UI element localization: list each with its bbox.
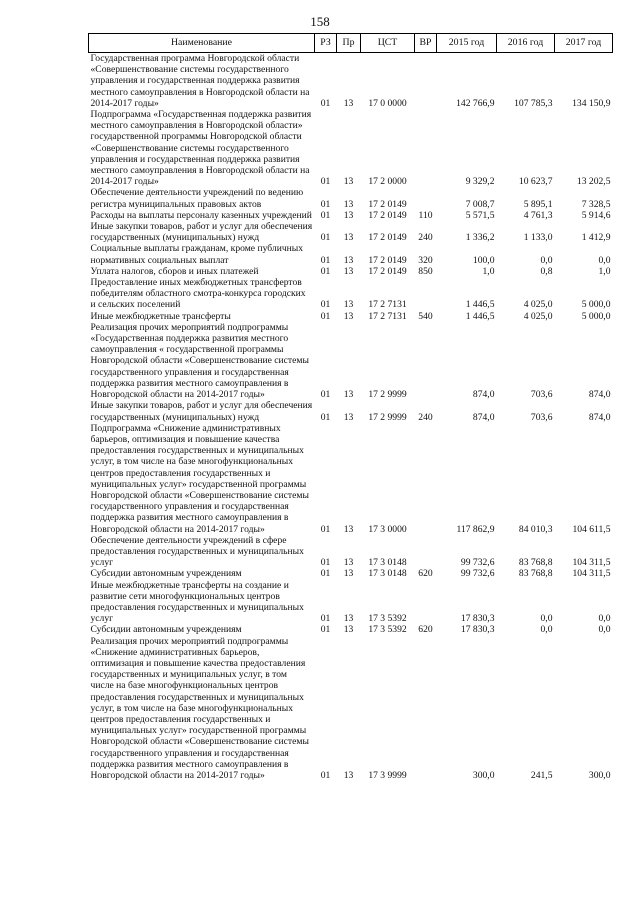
cell-y2015: 5 571,5 <box>465 209 495 221</box>
cell-y2015: 17 830,3 <box>460 613 495 625</box>
cell-rz: 01 <box>320 209 331 221</box>
cell-name: Подпрограмма «Государственная поддержка развития местного самоуправления в Новгородской области» государственной программы Новгородской области «Совершенствование системы государственного управления и государственная поддержка развития местного самоуправления в Новгородской области на 2014-2017 годы» <box>90 109 312 188</box>
cell-vr: 540 <box>418 310 433 322</box>
header-2017: 2017 год <box>555 34 613 53</box>
cell-rz: 01 <box>320 310 331 322</box>
header-rz: РЗ <box>315 34 337 53</box>
cell-vr <box>415 53 437 110</box>
cell-vr: 850 <box>418 265 433 277</box>
cell-name: Расходы на выплаты персоналу казенных учреждений <box>90 209 312 221</box>
cell-y2015: 874,0 <box>472 411 495 423</box>
cell-name: Субсидии автономным учреждениям <box>90 624 242 636</box>
cell-name: Иные межбюджетные трансферты <box>90 310 231 322</box>
cell-vr <box>415 580 437 625</box>
cell-y2016: 10 623,7 <box>518 176 553 188</box>
cell-y2016: 703,6 <box>530 389 553 401</box>
cell-pr: 13 <box>343 624 354 636</box>
cell-pr: 13 <box>343 568 354 580</box>
cell-pr: 13 <box>343 265 354 277</box>
cell-name: Подпрограмма «Снижение административных барьеров, оптимизация и повышение качества предоставления государственных и муниципальных услуг, в том числе на базе многофункциональных центров предоставления государственных и муниципальных услуг» государственной программы Новгородской области «Совершенствование системы государственного управления и государственная поддержка развития местного самоуправления в Новгородской области на 2014-2017 годы» <box>90 422 309 535</box>
cell-pr: 13 <box>343 613 354 625</box>
cell-cst: 17 2 0149 <box>368 209 407 221</box>
cell-cst: 17 2 0149 <box>368 254 407 266</box>
cell-y2017: 5 914,6 <box>581 209 611 221</box>
cell-y2016: 0,0 <box>540 254 553 266</box>
cell-vr: 240 <box>418 232 433 244</box>
cell-name: Реализация прочих мероприятий подпрограммы «Снижение административных барьеров, оптимизация и повышение качества предоставления государственных и муниципальных услуг, в том числе на базе многофункциональных центров предоставления государственных и муниципальных услуг, в том числе на базе многофункциональных центров предоставления государственных и муниципальных услуг» государственной программы Новгородской области «Совершенствование системы государственного управления и государственная поддержка развития местного самоуправления в Новгородской области на 2014-2017 годы» <box>90 635 309 781</box>
cell-y2015: 142 766,9 <box>456 97 495 109</box>
cell-y2015: 17 830,3 <box>460 624 495 636</box>
cell-rz: 01 <box>320 624 331 636</box>
cell-y2016: 5 895,1 <box>523 198 553 210</box>
cell-name: Обеспечение деятельности учреждений по ведению регистра муниципальных правовых актов <box>90 187 304 210</box>
cell-vr <box>415 187 437 209</box>
cell-vr <box>415 636 437 782</box>
table-row <box>89 568 613 579</box>
cell-name: Иные закупки товаров, работ и услуг для обеспечения государственных (муниципальных) нужд <box>90 400 313 423</box>
cell-y2015: 100,0 <box>472 254 495 266</box>
cell-vr <box>415 109 437 187</box>
cell-y2015: 1 446,5 <box>465 299 495 311</box>
cell-cst: 17 2 0000 <box>368 176 407 188</box>
cell-rz: 01 <box>320 613 331 625</box>
cell-y2016: 4 025,0 <box>523 310 553 322</box>
cell-y2017: 13 202,5 <box>576 176 611 188</box>
cell-pr: 13 <box>343 770 354 781</box>
cell-cst: 17 3 5392 <box>368 624 407 636</box>
table-row <box>89 109 613 187</box>
cell-pr: 13 <box>343 209 354 221</box>
cell-rz: 01 <box>320 568 331 580</box>
cell-y2016: 83 768,8 <box>518 568 553 580</box>
cell-pr: 13 <box>343 232 354 244</box>
cell-y2016: 1 133,0 <box>523 232 553 244</box>
cell-vr <box>415 322 437 400</box>
cell-y2016: 84 010,3 <box>518 523 553 535</box>
cell-vr <box>415 277 437 311</box>
cell-y2017: 874,0 <box>588 389 611 401</box>
cell-y2015: 1,0 <box>482 265 495 277</box>
cell-vr: 620 <box>418 568 433 580</box>
cell-cst: 17 2 9999 <box>368 389 407 401</box>
cell-y2015: 99 732,6 <box>460 557 495 569</box>
cell-vr <box>415 535 437 569</box>
cell-pr: 13 <box>343 523 354 535</box>
cell-cst: 17 2 7131 <box>368 299 407 311</box>
cell-y2017: 0,0 <box>598 613 611 625</box>
cell-name: Иные закупки товаров, работ и услуг для обеспечения государственных (муниципальных) нужд <box>90 221 313 244</box>
table-row <box>89 243 613 265</box>
cell-vr: 320 <box>418 254 433 266</box>
cell-y2016: 107 785,3 <box>514 97 553 109</box>
cell-y2016: 703,6 <box>530 411 553 423</box>
cell-cst: 17 3 9999 <box>368 770 407 781</box>
cell-cst: 17 3 5392 <box>368 613 407 625</box>
cell-pr: 13 <box>343 97 354 109</box>
page-number: 158 <box>310 14 330 29</box>
cell-y2015: 99 732,6 <box>460 568 495 580</box>
cell-y2017: 5 000,0 <box>581 310 611 322</box>
header-cst: ЦСТ <box>361 34 415 53</box>
cell-y2017: 1 412,9 <box>581 232 611 244</box>
cell-y2015: 7 008,7 <box>465 198 495 210</box>
cell-pr: 13 <box>343 254 354 266</box>
table-row <box>89 210 613 221</box>
cell-name: Реализация прочих мероприятий подпрограммы «Государственная поддержка развития местного самоуправления « государственной программы Новгородской области «Совершенствование системы государственного управления и государственная поддержка развития местного самоуправления в Новгородской области на 2014-2017 годы» <box>90 321 309 401</box>
cell-y2015: 9 329,2 <box>465 176 495 188</box>
cell-vr <box>415 423 437 535</box>
cell-name: Предоставление иных межбюджетных трансфертов победителям областного смотра-конкурса городских и сельских поселений <box>90 277 306 311</box>
cell-cst: 17 3 0148 <box>368 557 407 569</box>
table-row <box>89 535 613 569</box>
cell-rz: 01 <box>320 176 331 188</box>
cell-rz: 01 <box>320 557 331 569</box>
cell-y2017: 5 000,0 <box>581 299 611 311</box>
header-2016: 2016 год <box>497 34 555 53</box>
cell-cst: 17 2 7131 <box>368 310 407 322</box>
table-row <box>89 624 613 635</box>
cell-y2017: 134 150,9 <box>572 97 611 109</box>
cell-cst: 17 2 0149 <box>368 265 407 277</box>
cell-rz: 01 <box>320 299 331 311</box>
cell-y2016: 83 768,8 <box>518 557 553 569</box>
cell-rz: 01 <box>320 411 331 423</box>
table-row <box>89 221 613 243</box>
cell-y2016: 0,8 <box>540 265 553 277</box>
cell-y2017: 104 611,5 <box>572 523 611 535</box>
cell-rz: 01 <box>320 523 331 535</box>
table-row <box>89 322 613 400</box>
cell-rz: 01 <box>320 389 331 401</box>
cell-y2017: 7 328,5 <box>581 198 611 210</box>
cell-y2017: 104 311,5 <box>572 568 611 580</box>
cell-rz: 01 <box>320 770 331 781</box>
cell-name: Государственная программа Новгородской области «Совершенствование системы государственного управления и государственная поддержка развития местного самоуправления в Новгородской области на 2014-2017 годы» <box>90 53 310 109</box>
table-header-row <box>89 34 613 53</box>
cell-pr: 13 <box>343 198 354 210</box>
table-row <box>89 400 613 422</box>
header-name: Наименование <box>89 34 315 53</box>
cell-y2016: 0,0 <box>540 624 553 636</box>
table-row <box>89 311 613 322</box>
cell-name: Социальные выплаты гражданам, кроме публичных нормативных социальных выплат <box>90 243 304 266</box>
cell-vr: 240 <box>418 411 433 423</box>
cell-pr: 13 <box>343 389 354 401</box>
cell-pr: 13 <box>343 557 354 569</box>
table-row <box>89 53 613 110</box>
table-row <box>89 423 613 535</box>
table-body <box>89 53 613 782</box>
cell-y2016: 241,5 <box>530 770 553 781</box>
cell-rz: 01 <box>320 198 331 210</box>
table-row <box>89 187 613 209</box>
cell-cst: 17 0 0000 <box>368 97 407 109</box>
cell-y2016: 4 761,3 <box>523 209 553 221</box>
cell-name: Иные межбюджетные трансферты на создание и развитие сети многофункциональных центров предоставления государственных и муниципальных услуг <box>90 579 304 625</box>
cell-pr: 13 <box>343 299 354 311</box>
cell-cst: 17 2 9999 <box>368 411 407 423</box>
cell-y2017: 104 311,5 <box>572 557 611 569</box>
cell-y2017: 300,0 <box>588 770 611 781</box>
cell-y2017: 0,0 <box>598 624 611 636</box>
cell-name: Обеспечение деятельности учреждений в сфере предоставления государственных и муниципальных услуг <box>90 534 304 569</box>
cell-y2016: 4 025,0 <box>523 299 553 311</box>
cell-y2017: 0,0 <box>598 254 611 266</box>
cell-y2015: 1 336,2 <box>465 232 495 244</box>
cell-vr: 110 <box>418 209 433 221</box>
cell-rz: 01 <box>320 97 331 109</box>
cell-vr: 620 <box>418 624 433 636</box>
budget-table <box>88 33 613 781</box>
cell-rz: 01 <box>320 232 331 244</box>
cell-pr: 13 <box>343 411 354 423</box>
cell-name: Субсидии автономным учреждениям <box>90 568 242 580</box>
header-pr: Пр <box>337 34 361 53</box>
cell-cst: 17 3 0148 <box>368 568 407 580</box>
cell-pr: 13 <box>343 310 354 322</box>
table-row <box>89 636 613 782</box>
cell-cst: 17 3 0000 <box>368 523 407 535</box>
cell-y2015: 300,0 <box>472 770 495 781</box>
cell-y2017: 874,0 <box>588 411 611 423</box>
header-vr: ВР <box>415 34 437 53</box>
cell-rz: 01 <box>320 254 331 266</box>
header-2015: 2015 год <box>437 34 497 53</box>
cell-y2015: 117 862,9 <box>456 523 495 535</box>
cell-y2015: 874,0 <box>472 389 495 401</box>
cell-y2015: 1 446,5 <box>465 310 495 322</box>
table-row <box>89 266 613 277</box>
cell-y2016: 0,0 <box>540 613 553 625</box>
table-row <box>89 277 613 311</box>
cell-cst: 17 2 0149 <box>368 232 407 244</box>
table-row <box>89 580 613 625</box>
cell-y2017: 1,0 <box>598 265 611 277</box>
cell-cst: 17 2 0149 <box>368 198 407 210</box>
cell-name: Уплата налогов, сборов и иных платежей <box>90 265 259 277</box>
cell-pr: 13 <box>343 176 354 188</box>
cell-rz: 01 <box>320 265 331 277</box>
